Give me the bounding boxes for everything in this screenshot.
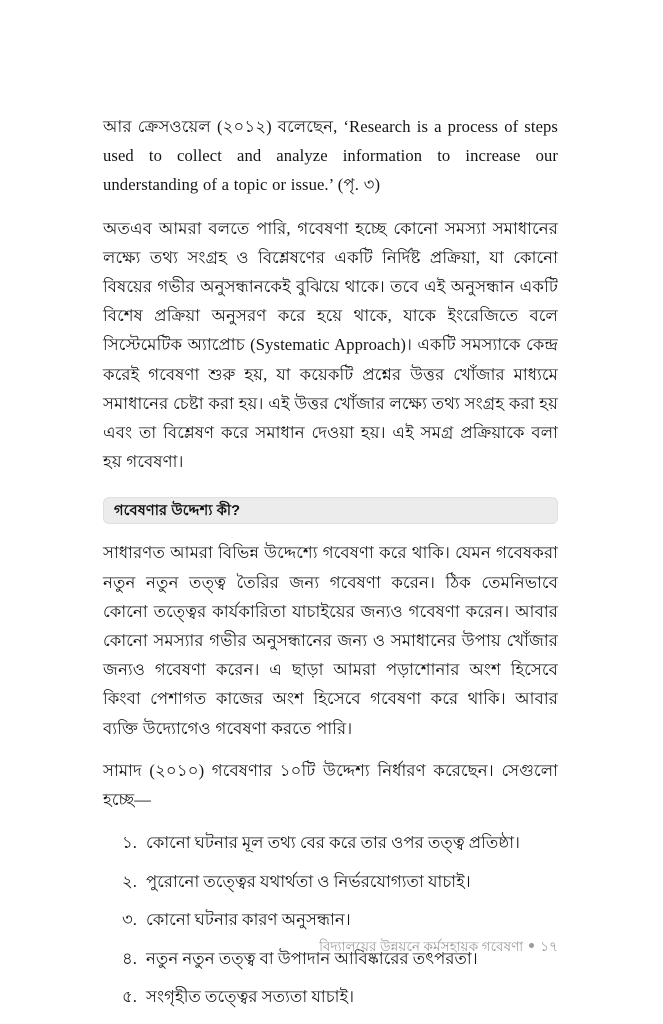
page-footer [103,938,558,956]
list-item [103,905,558,934]
page-content-column [103,112,558,1011]
section-heading-band [103,497,558,524]
section-heading-text: গবেষণার উদ্দেশ্য কী? [114,502,241,519]
list-item-text: পুরোনো তত্ত্বের যথার্থতা ও নির্ভরযোগ্যতা যাচাই। [146,871,471,891]
list-item-marker: ৩. [122,910,137,930]
page-number: ১৭ [540,939,558,954]
list-item-marker: ৫. [122,987,137,1007]
list-item-text: কোনো ঘটনার মূল তথ্য বের করে তার ওপর তত্ত্ব প্রতিষ্ঠা। [146,833,520,853]
paragraph-creswell-quote: আর ক্রেসওয়েল (২০১২) বলেছেন, ‘Research is a process of steps used to collect and analyze information to increase our understanding of a topic or issue.’ (পৃ. ৩) [103,117,558,195]
list-item-marker: ২. [122,871,137,891]
list-item [103,867,558,896]
bullet-dot-icon [529,943,534,948]
paragraph-research-definition: অতএব আমরা বলতে পারি, গবেষণা হচ্ছে কোনো সমস্যা সমাধানের লক্ষ্যে তথ্য সংগ্রহ ও বিশ্লেষণের একটি নির্দিষ্ট প্রক্রিয়া, যা কোনো বিষয়ের গভীর অনুসন্ধানকেই বুঝিয়ে থাকে। তবে এই অনুসন্ধান একটি বিশেষ প্রক্রিয়া অনুসরণ করে হয়ে থাকে, যাকে ইংরেজিতে বলে সিস্টেমেটিক অ্যাপ্রোচ (Systematic Approach)। একটি সমস্যাকে কেন্দ্র করেই গবেষণা শুরু হয়, যা কয়েকটি প্রশ্নের উত্তর খোঁজার মাধ্যমে সমাধানের চেষ্টা করা হয়। এই উত্তর খোঁজার লক্ষ্যে তথ্য সংগ্রহ করা হয় এবং তা বিশ্লেষণ করে সমাধান দেওয়া হয়। এই সমগ্র প্রক্রিয়াকে বলা হয় গবেষণা। [103,218,558,472]
paragraph-samad-intro: সামাদ (২০১০) গবেষণার ১০টি উদ্দেশ্য নির্ধারণ করেছেন। সেগুলো হচ্ছে— [103,760,558,810]
paragraph-research-purposes: সাধারণত আমরা বিভিন্ন উদ্দেশ্যে গবেষণা করে থাকি। যেমন গবেষকরা নতুন নতুন তত্ত্ব তৈরির জন্য গবেষণা করেন। ঠিক তেমনিভাবে কোনো তত্ত্বের কার্যকারিতা যাচাইয়ের জন্যও গবেষণা করেন। আবার কোনো সমস্যার গভীর অনুসন্ধানের জন্য ও সমাধানের উপায় খোঁজার জন্যও গবেষণা করেন। এ ছাড়া আমরা পড়াশোনার অংশ হিসেবে কিংবা পেশাগত কাজের অংশ হিসেবে গবেষণা করে থাকি। আবার ব্যক্তি উদ্যোগেও গবেষণা করতে পারি। [103,543,558,738]
list-item-text: সংগৃহীত তত্ত্বের সত্যতা যাচাই। [146,987,355,1007]
list-item-marker: ১. [122,833,137,853]
list-item [103,828,558,857]
list-item-text: কোনো ঘটনার কারণ অনুসন্ধান। [146,910,351,930]
research-objectives-list [103,828,558,1011]
list-item [103,982,558,1011]
footer-book-title: বিদ্যালয়ের উন্নয়নে কর্মসহায়ক গবেষণা [319,939,524,954]
list-item-text: নতুন নতুন তত্ত্ব বা উপাদান আবিষ্কারের তৎপরতা। [146,948,478,968]
list-item-marker: ৪. [122,948,137,968]
